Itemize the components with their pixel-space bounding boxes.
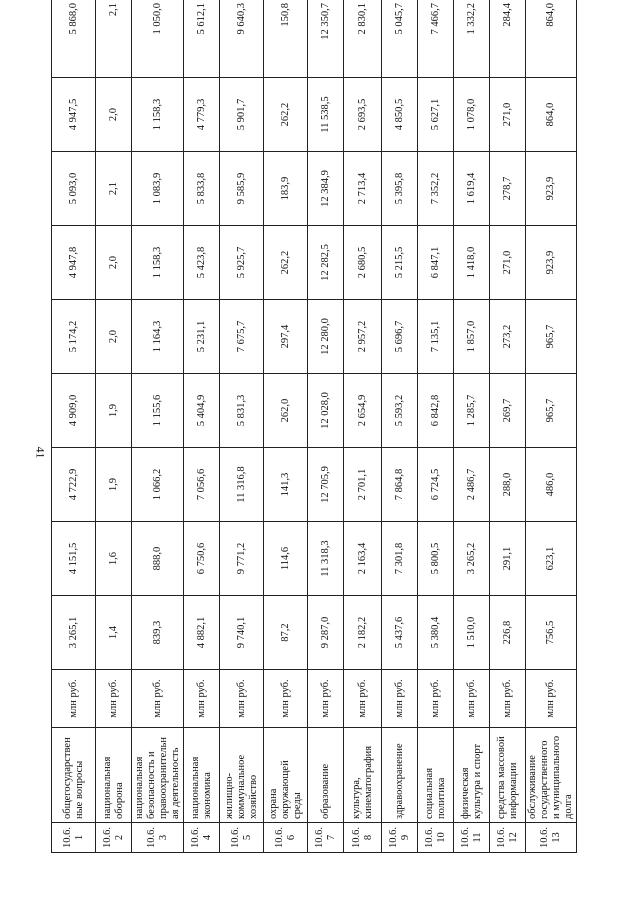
value-cell: 4 947,8 (52, 226, 96, 300)
value-cell: 1 857,0 (454, 300, 490, 374)
value-cell: 6 750,6 (184, 522, 220, 596)
value-cell: 12 280,0 (308, 300, 344, 374)
row-code-cell: 10.6. 5 (220, 823, 264, 853)
value-cell: 4 779,3 (184, 78, 220, 152)
table-row (490, 0, 526, 853)
value-cell: 269,7 (490, 374, 526, 448)
row-unit-cell: млн руб. (52, 670, 96, 728)
table-row (132, 0, 184, 853)
row-code-cell: 10.6. 9 (382, 823, 418, 853)
value-cell: 12 384,9 (308, 152, 344, 226)
value-cell: 5 800,5 (418, 522, 454, 596)
value-cell: 7 301,8 (382, 522, 418, 596)
row-name-cell: национальная безопасность и правоохранительн ая деятельность (132, 728, 184, 823)
row-code-cell: 10.6. 2 (96, 823, 132, 853)
value-cell: 5 404,9 (184, 374, 220, 448)
table-row (220, 0, 264, 853)
row-name-cell: средства массовой информации (490, 728, 526, 823)
row-code-cell: 10.6. 7 (308, 823, 344, 853)
value-cell: 6 842,8 (418, 374, 454, 448)
value-cell: 1 510,0 (454, 596, 490, 670)
value-cell: 9 640,3 (220, 0, 264, 78)
value-cell: 278,7 (490, 152, 526, 226)
row-unit-cell: млн руб. (418, 670, 454, 728)
value-cell: 1,9 (96, 374, 132, 448)
row-code-cell: 10.6. 10 (418, 823, 454, 853)
value-cell: 5 380,4 (418, 596, 454, 670)
row-unit-cell: млн руб. (526, 670, 577, 728)
row-unit-cell: млн руб. (344, 670, 382, 728)
value-cell: 271,0 (490, 78, 526, 152)
value-cell: 1 050,0 (132, 0, 184, 78)
value-cell: 923,9 (526, 152, 577, 226)
value-cell: 297,4 (264, 300, 308, 374)
value-cell: 3 265,2 (454, 522, 490, 596)
value-cell: 888,0 (132, 522, 184, 596)
row-name-cell: национальная оборона (96, 728, 132, 823)
value-cell: 284,4 (490, 0, 526, 78)
table-row (96, 0, 132, 853)
table-row (52, 0, 96, 853)
value-cell: 5 831,3 (220, 374, 264, 448)
row-name-cell: национальная экономика (184, 728, 220, 823)
value-cell: 5 174,2 (52, 300, 96, 374)
value-cell: 923,9 (526, 226, 577, 300)
value-cell: 5 437,6 (382, 596, 418, 670)
value-cell: 623,1 (526, 522, 577, 596)
value-cell: 12 350,7 (308, 0, 344, 78)
value-cell: 5 593,2 (382, 374, 418, 448)
value-cell: 2 713,4 (344, 152, 382, 226)
table-row (454, 0, 490, 853)
value-cell: 288,0 (490, 448, 526, 522)
value-cell: 5 925,7 (220, 226, 264, 300)
value-cell: 291,1 (490, 522, 526, 596)
value-cell: 1 078,0 (454, 78, 490, 152)
value-cell: 7 135,1 (418, 300, 454, 374)
row-name-cell: охрана окружающей среды (264, 728, 308, 823)
row-code-cell: 10.6. 1 (52, 823, 96, 853)
value-cell: 226,8 (490, 596, 526, 670)
value-cell: 756,5 (526, 596, 577, 670)
value-cell: 1 164,3 (132, 300, 184, 374)
value-cell: 6 847,1 (418, 226, 454, 300)
table-row (344, 0, 382, 853)
value-cell: 4 722,9 (52, 448, 96, 522)
row-unit-cell: млн руб. (454, 670, 490, 728)
value-cell: 1 619,4 (454, 152, 490, 226)
value-cell: 5 627,1 (418, 78, 454, 152)
row-unit-cell: млн руб. (132, 670, 184, 728)
value-cell: 2 830,1 (344, 0, 382, 78)
value-cell: 5 231,1 (184, 300, 220, 374)
row-name-cell: жилищно- коммунальное хозяйство (220, 728, 264, 823)
value-cell: 262,2 (264, 78, 308, 152)
value-cell: 2 693,5 (344, 78, 382, 152)
value-cell: 262,2 (264, 226, 308, 300)
value-cell: 12 282,5 (308, 226, 344, 300)
value-cell: 1,9 (96, 448, 132, 522)
value-cell: 7 466,7 (418, 0, 454, 78)
row-code-cell: 10.6. 12 (490, 823, 526, 853)
row-name-cell: культура, кинематография (344, 728, 382, 823)
value-cell: 11 316,8 (220, 448, 264, 522)
row-name-cell: общегосударствен ные вопросы (52, 728, 96, 823)
value-cell: 2 680,5 (344, 226, 382, 300)
value-cell: 2 486,7 (454, 448, 490, 522)
table-row (526, 0, 577, 853)
row-name-cell: физическая культура и спорт (454, 728, 490, 823)
value-cell: 7 056,6 (184, 448, 220, 522)
row-unit-cell: млн руб. (264, 670, 308, 728)
table-row (418, 0, 454, 853)
table-row (382, 0, 418, 853)
row-unit-cell: млн руб. (220, 670, 264, 728)
value-cell: 5 901,7 (220, 78, 264, 152)
value-cell: 4 850,5 (382, 78, 418, 152)
value-cell: 5 215,5 (382, 226, 418, 300)
row-unit-cell: млн руб. (382, 670, 418, 728)
value-cell: 7 864,8 (382, 448, 418, 522)
value-cell: 12 705,9 (308, 448, 344, 522)
value-cell: 5 395,8 (382, 152, 418, 226)
table-row (264, 0, 308, 853)
row-code-cell: 10.6. 11 (454, 823, 490, 853)
row-unit-cell: млн руб. (96, 670, 132, 728)
value-cell: 150,8 (264, 0, 308, 78)
value-cell: 2,1 (96, 152, 132, 226)
value-cell: 1,6 (96, 522, 132, 596)
row-code-cell: 10.6. 4 (184, 823, 220, 853)
value-cell: 9 740,1 (220, 596, 264, 670)
value-cell: 5 045,7 (382, 0, 418, 78)
value-cell: 2,0 (96, 300, 132, 374)
value-cell: 4 947,5 (52, 78, 96, 152)
value-cell: 5 612,1 (184, 0, 220, 78)
value-cell: 965,7 (526, 374, 577, 448)
value-cell: 271,0 (490, 226, 526, 300)
value-cell: 1,4 (96, 596, 132, 670)
value-cell: 1 155,6 (132, 374, 184, 448)
value-cell: 11 318,3 (308, 522, 344, 596)
value-cell: 5 423,8 (184, 226, 220, 300)
value-cell: 4 882,1 (184, 596, 220, 670)
row-name-cell: обслуживание государственного и муниципального долга (526, 728, 577, 823)
value-cell: 864,0 (526, 78, 577, 152)
value-cell: 9 287,0 (308, 596, 344, 670)
row-name-cell: здравоохранение (382, 728, 418, 823)
row-code-cell: 10.6. 13 (526, 823, 577, 853)
value-cell: 4 909,0 (52, 374, 96, 448)
value-cell: 273,2 (490, 300, 526, 374)
value-cell: 1 418,0 (454, 226, 490, 300)
value-cell: 1 285,7 (454, 374, 490, 448)
table-row (308, 0, 344, 853)
value-cell: 1 158,3 (132, 78, 184, 152)
value-cell: 9 585,9 (220, 152, 264, 226)
row-unit-cell: млн руб. (308, 670, 344, 728)
value-cell: 5 868,0 (52, 0, 96, 78)
value-cell: 864,0 (526, 0, 577, 78)
value-cell: 7 675,7 (220, 300, 264, 374)
value-cell: 12 028,0 (308, 374, 344, 448)
value-cell: 1 332,2 (454, 0, 490, 78)
budget-expenditure-table (51, 0, 577, 853)
row-unit-cell: млн руб. (184, 670, 220, 728)
value-cell: 2,0 (96, 226, 132, 300)
value-cell: 1 158,3 (132, 226, 184, 300)
value-cell: 486,0 (526, 448, 577, 522)
value-cell: 839,3 (132, 596, 184, 670)
value-cell: 5 696,7 (382, 300, 418, 374)
row-code-cell: 10.6. 6 (264, 823, 308, 853)
value-cell: 183,9 (264, 152, 308, 226)
row-code-cell: 10.6. 3 (132, 823, 184, 853)
value-cell: 5 833,8 (184, 152, 220, 226)
value-cell: 1 083,9 (132, 152, 184, 226)
value-cell: 2 957,2 (344, 300, 382, 374)
value-cell: 3 265,1 (52, 596, 96, 670)
value-cell: 7 352,2 (418, 152, 454, 226)
row-name-cell: социальная политика (418, 728, 454, 823)
value-cell: 2,0 (96, 78, 132, 152)
value-cell: 9 771,2 (220, 522, 264, 596)
value-cell: 2 654,9 (344, 374, 382, 448)
value-cell: 114,6 (264, 522, 308, 596)
value-cell: 141,3 (264, 448, 308, 522)
value-cell: 965,7 (526, 300, 577, 374)
value-cell: 11 538,5 (308, 78, 344, 152)
rotated-table-frame (51, 0, 572, 853)
value-cell: 1 066,2 (132, 448, 184, 522)
value-cell: 2 701,1 (344, 448, 382, 522)
row-name-cell: образование (308, 728, 344, 823)
value-cell: 2 182,2 (344, 596, 382, 670)
page-number: 41 (33, 446, 48, 459)
row-unit-cell: млн руб. (490, 670, 526, 728)
value-cell: 2 163,4 (344, 522, 382, 596)
value-cell: 87,2 (264, 596, 308, 670)
value-cell: 6 724,5 (418, 448, 454, 522)
value-cell: 5 093,0 (52, 152, 96, 226)
value-cell: 2,1 (96, 0, 132, 78)
value-cell: 4 151,5 (52, 522, 96, 596)
row-code-cell: 10.6. 8 (344, 823, 382, 853)
value-cell: 262,0 (264, 374, 308, 448)
table-row (184, 0, 220, 853)
